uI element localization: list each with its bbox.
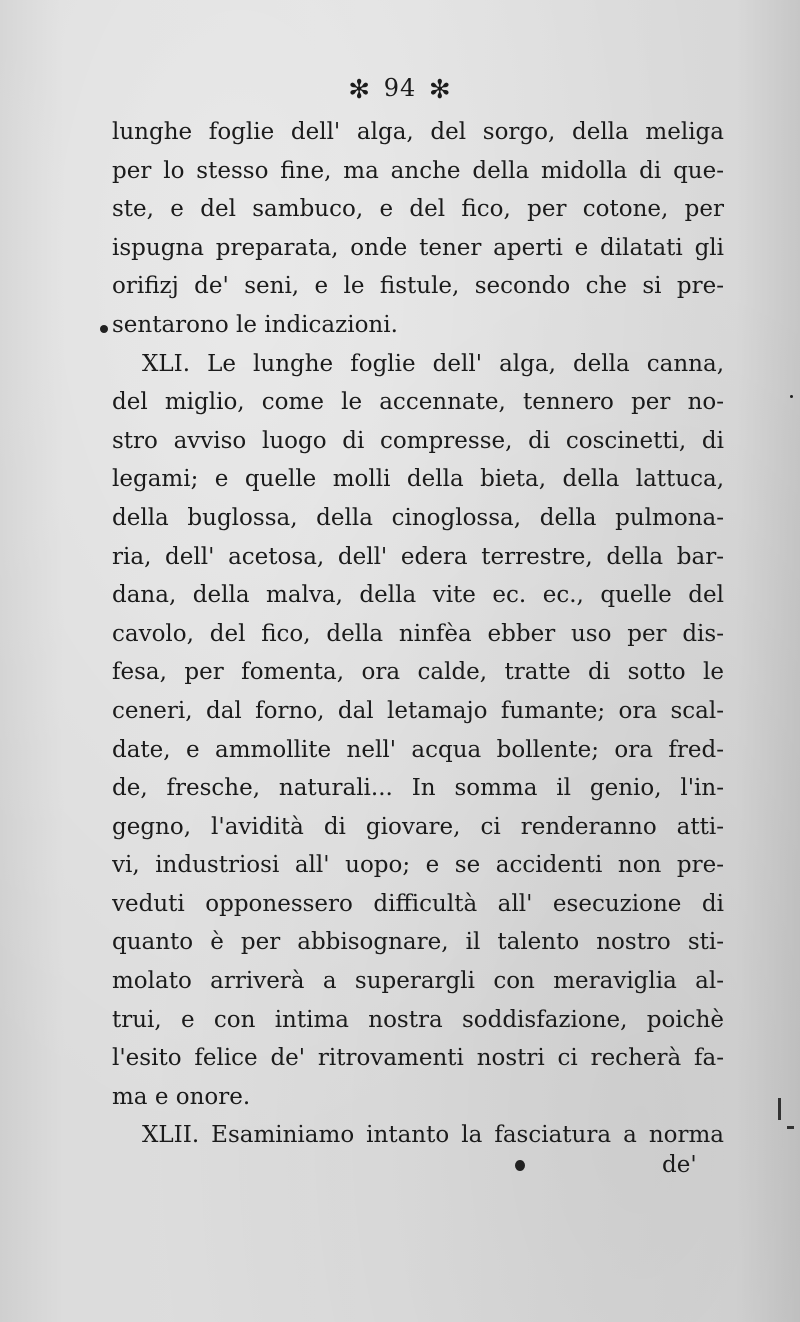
page-header [0,74,800,105]
text-line: sentarono le indicazioni. [112,311,398,338]
text-line: gegno, l'avidità di giovare, ci renderanno atti- [112,813,724,840]
text-line: del miglio, come le accennate, tennero per no- [112,389,724,416]
text-line: per lo stesso fine, ma anche della midolla di que- [112,157,724,184]
text-line: cavolo, del fico, della ninfèa ebber uso per dis- [112,620,724,647]
text-line: ma e onore. [112,1083,251,1110]
text-line: de, fresche, naturali... In somma il genio, l'in- [112,775,724,802]
text-line: ria, dell' acetosa, dell' edera terrestre, della bar- [112,543,724,570]
catchword: de' [662,1152,697,1178]
text-line: trui, e con intima nostra soddisfazione, poichè [112,1006,724,1033]
text-line: orifizj de' seni, e le fistule, secondo che si pre- [112,273,724,300]
text-line: ceneri, dal forno, dal letamajo fumante; ora scal- [112,697,724,724]
text-line: l'esito felice de' ritrovamenti nostri ci recherà fa- [112,1045,724,1072]
edge-mark [778,1098,781,1120]
page-body [112,113,724,1155]
right-ornament-icon: ✻ [428,75,452,105]
text-line: molato arriverà a superargli con meraviglia al- [112,968,724,995]
text-line: veduti opponessero difficultà all' esecuzione di [112,890,724,917]
section-xlii-start: XLII. Esaminiamo intanto la fasciatura a norma [142,1122,724,1149]
page-number: 94 [383,74,417,102]
text-line: dana, della malva, della vite ec. ec., quelle del [112,582,724,609]
ink-speck [100,325,108,333]
text-line: fesa, per fomenta, ora calde, tratte di sotto le [112,659,724,686]
ink-speck [515,1160,525,1171]
left-ornament-icon: ✻ [348,75,372,105]
text-line: vi, industriosi all' uopo; e se accidenti non pre- [112,852,724,879]
text-line: stro avviso luogo di compresse, di coscinetti, di [112,427,724,454]
text-line: ispugna preparata, onde tener aperti e dilatati gli [112,234,724,261]
text-line: lunghe foglie dell' alga, del sorgo, della meliga [112,119,724,145]
text-line: della buglossa, della cinoglossa, della pulmona- [112,504,724,531]
text-line: quanto è per abbisognare, il talento nostro sti- [112,929,724,956]
text-line: legami; e quelle molli della bieta, della lattuca, [112,466,724,493]
text-line: date, e ammollite nell' acqua bollente; ora fred- [112,736,724,763]
ink-speck [790,395,793,398]
section-xli-start: XLI. Le lunghe foglie dell' alga, della canna, [142,350,724,377]
edge-mark [787,1126,794,1129]
text-line: ste, e del sambuco, e del fico, per cotone, per [112,196,724,223]
